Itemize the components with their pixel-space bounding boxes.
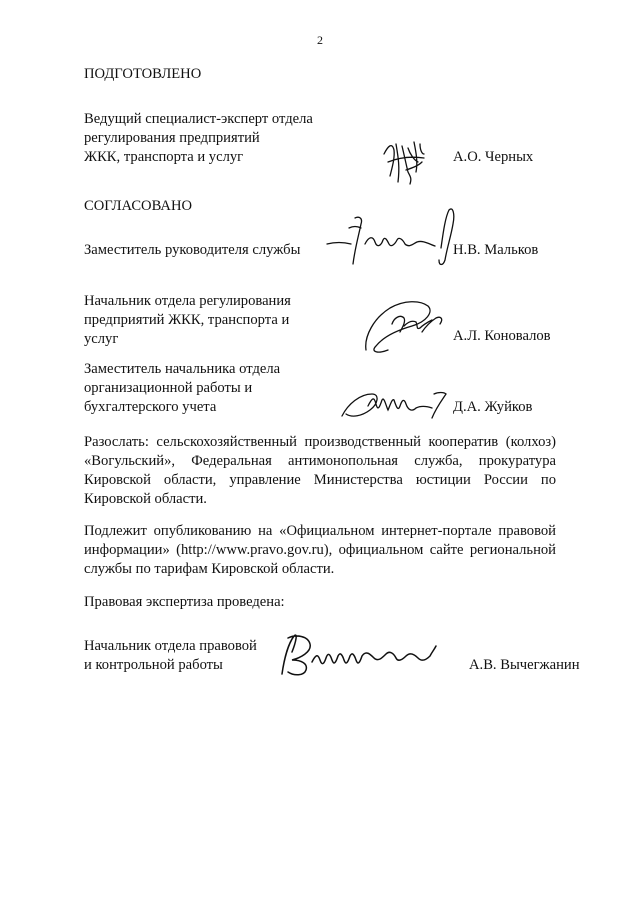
- publication-line-3: службы по тарифам Кировской области.: [84, 561, 335, 577]
- signature-vychegzhanin: [274, 628, 440, 680]
- signature-konovalov: [360, 296, 450, 358]
- legal-review-position-line-2: и контрольной работы: [84, 657, 223, 673]
- distribution-line-2: «Вогульский», Федеральная антимонопольная служба, прокуратура: [84, 453, 556, 469]
- distribution-line-3: Кировской области, управление Министерства юстиции России по: [84, 472, 556, 488]
- signatory-3-position-line-1: Заместитель начальника отдела: [84, 361, 281, 377]
- legal-review-name: А.В. Вычегжанин: [469, 657, 580, 673]
- signature-chernykh: [378, 132, 440, 188]
- page-number: 2: [317, 33, 323, 47]
- prepared-position-line-1: Ведущий специалист-эксперт отдела: [84, 111, 313, 127]
- legal-review-statement: Правовая экспертиза проведена:: [84, 594, 285, 610]
- signatory-1-position: Заместитель руководителя службы: [84, 242, 301, 258]
- signatory-2-position-line-2: предприятий ЖКК, транспорта и: [84, 312, 290, 328]
- publication-line-2: информации» (http://www.pravo.gov.ru), официальном сайте региональной: [84, 542, 556, 558]
- signature-zhuykov: [338, 384, 450, 424]
- publication-line-1: Подлежит опубликованию на «Официальном интернет-портале правовой: [84, 523, 556, 539]
- signatory-2-position-line-1: Начальник отдела регулирования: [84, 293, 291, 309]
- distribution-line-4: Кировской области.: [84, 491, 207, 507]
- signatory-1-name: Н.В. Мальков: [453, 242, 539, 258]
- signature-malkov: [325, 204, 465, 274]
- signatory-3-name: Д.А. Жуйков: [453, 399, 533, 415]
- legal-review-position-line-1: Начальник отдела правовой: [84, 638, 257, 654]
- distribution-paragraph: [84, 433, 556, 509]
- agreed-heading: СОГЛАСОВАНО: [84, 198, 193, 214]
- distribution-line-1: Разослать: сельскохозяйственный производственный кооператив (колхоз): [84, 434, 556, 450]
- prepared-heading: ПОДГОТОВЛЕНО: [84, 66, 202, 82]
- signatory-2-name: А.Л. Коновалов: [453, 328, 551, 344]
- prepared-name: А.О. Черных: [453, 149, 534, 165]
- prepared-position-line-2: регулирования предприятий: [84, 130, 260, 146]
- prepared-position-line-3: ЖКК, транспорта и услуг: [84, 149, 244, 165]
- publication-paragraph: [84, 522, 556, 579]
- signatory-3-position-line-2: организационной работы и: [84, 380, 253, 396]
- signatory-3-position-line-3: бухгалтерского учета: [84, 399, 217, 415]
- signatory-2-position-line-3: услуг: [84, 331, 119, 347]
